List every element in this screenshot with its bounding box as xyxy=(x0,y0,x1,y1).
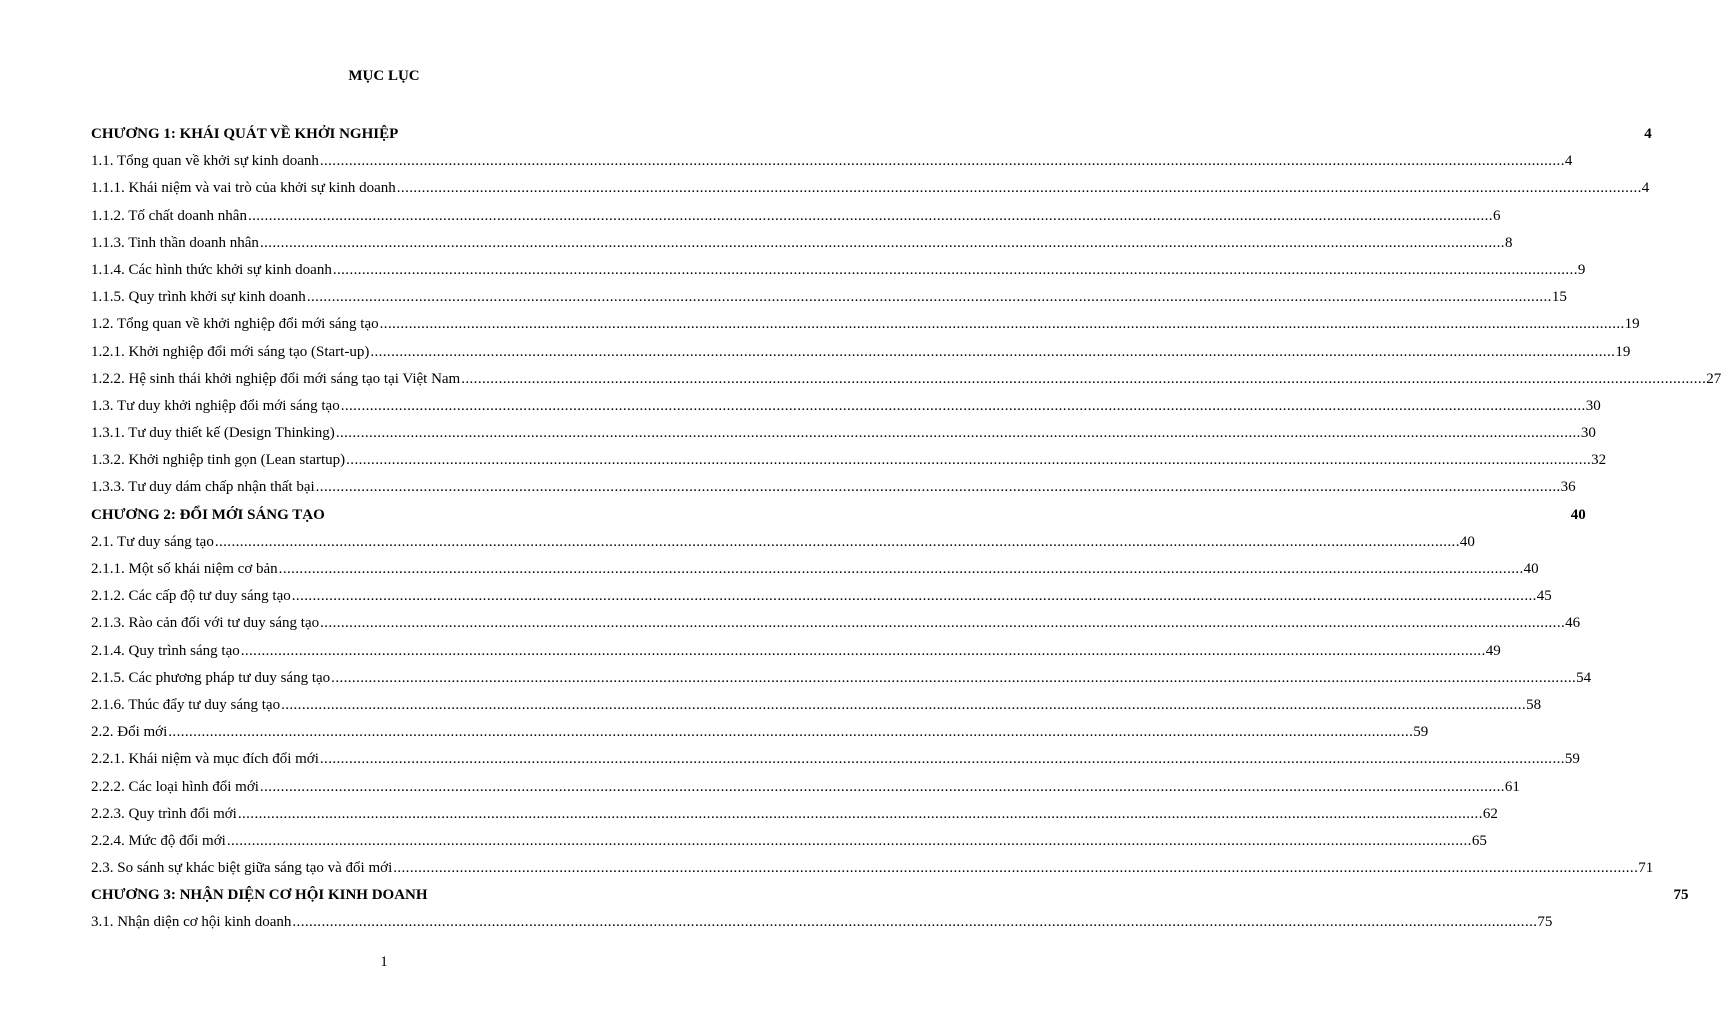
toc-row[interactable] xyxy=(91,828,1487,855)
toc-entry-page: 46 xyxy=(1565,615,1581,632)
toc-entry-label: 1.3.2. Khởi nghiệp tinh gọn (Lean startup) xyxy=(91,452,346,469)
toc-chapter-row[interactable] xyxy=(91,882,1689,909)
toc-entry-page: 4 xyxy=(1641,180,1650,197)
toc-entry-page: 6 xyxy=(1492,207,1501,224)
toc-entry-label: 2.1.5. Các phương pháp tư duy sáng tạo xyxy=(91,669,331,686)
toc-row[interactable] xyxy=(91,665,1592,692)
toc-row[interactable] xyxy=(91,746,1580,773)
dot-leader: ............................................................................................................................................................................................................................................................................................................ xyxy=(393,860,1639,877)
toc-chapter-row[interactable] xyxy=(91,121,1652,148)
toc-row[interactable] xyxy=(91,801,1498,828)
dot-leader: ............................................................................................................................................................................................................................................................................................................ xyxy=(319,153,1565,170)
dot-leader: ............................................................................................................................................................................................................................................................................................................ xyxy=(332,261,1578,278)
dot-leader: ............................................................................................................................................................................................................................................................................................................ xyxy=(281,696,1527,713)
toc-chapter-row[interactable] xyxy=(91,502,1586,529)
toc-entry-page: 40 xyxy=(1459,533,1475,550)
dot-leader: ............................................................................................................................................................................................................................................................................................................ xyxy=(320,615,1566,632)
toc-row[interactable] xyxy=(91,583,1552,610)
toc-entry-page: 19 xyxy=(1615,343,1631,360)
toc-entry-label: CHƯƠNG 2: ĐỔI MỚI SÁNG TẠO xyxy=(91,506,325,523)
toc-entry-label: CHƯƠNG 1: KHÁI QUÁT VỀ KHỞI NGHIỆP xyxy=(91,126,399,142)
toc-row[interactable] xyxy=(91,774,1520,801)
dot-leader: ............................................................................................................................................................................................................................................................................................................ xyxy=(379,316,1625,333)
toc-entry-label: 2.1.4. Quy trình sáng tạo xyxy=(91,642,240,659)
toc-row[interactable] xyxy=(91,529,1475,556)
toc-row[interactable] xyxy=(91,148,1573,175)
toc-entry-page: 4 xyxy=(1564,153,1573,170)
toc-entry-page: 59 xyxy=(1564,751,1580,768)
dot-leader: ............................................................................................................................................................................................................................................................................................................ xyxy=(240,642,1486,659)
toc-entry-label: 2.1.2. Các cấp độ tư duy sáng tạo xyxy=(91,588,291,605)
table-of-contents xyxy=(91,121,1721,937)
dot-leader: ............................................................................................................................................................................................................................................................................................................ xyxy=(461,370,1707,387)
dot-leader: ............................................................................................................................................................................................................................................................................................................ xyxy=(370,343,1616,360)
dot-leader: ............................................................................................................................................................................................................................................................................................................ xyxy=(259,234,1505,251)
dot-leader: ............................................................................................................................................................................................................................................................................................................ xyxy=(259,778,1505,795)
toc-entry-label: 2.2.1. Khái niệm và mục đích đổi mới xyxy=(91,751,319,768)
toc-row[interactable] xyxy=(91,311,1640,338)
dot-leader: ............................................................................................................................................................................................................................................................................................................ xyxy=(237,805,1483,822)
toc-entry-page: 15 xyxy=(1551,289,1567,306)
toc-entry-page: 62 xyxy=(1482,805,1498,822)
toc-entry-label: 1.1.3. Tinh thần doanh nhân xyxy=(91,234,259,251)
toc-entry-label: 1.3.1. Tư duy thiết kế (Design Thinking) xyxy=(91,425,335,442)
dot-leader: ............................................................................................................................................................................................................................................................................................................ xyxy=(214,533,1460,550)
dot-leader: ............................................................................................................................................................................................................................................................................................................ xyxy=(335,425,1581,442)
toc-entry-label: 1.3.3. Tư duy dám chấp nhận thất bại xyxy=(91,479,315,496)
toc-entry-page: 30 xyxy=(1585,397,1601,414)
dot-leader: ............................................................................................................................................................................................................................................................................................................ xyxy=(226,832,1472,849)
toc-entry-label: 2.2.3. Quy trình đổi mới xyxy=(91,805,237,822)
toc-row[interactable] xyxy=(91,474,1576,501)
toc-entry-label: 1.3. Tư duy khởi nghiệp đổi mới sáng tạo xyxy=(91,397,340,414)
toc-entry-page: 40 xyxy=(1570,506,1586,523)
toc-row[interactable] xyxy=(91,257,1586,284)
dot-leader: ............................................................................................................................................................................................................................................................................................................ xyxy=(291,588,1537,605)
toc-entry-page: 36 xyxy=(1560,479,1576,496)
dot-leader: ............................................................................................................................................................................................................................................................................................................ xyxy=(278,561,1524,577)
dot-leader: ............................................................................................................................................................................................................................................................................................................ xyxy=(247,207,1493,224)
toc-entry-page: 9 xyxy=(1577,261,1586,278)
toc-row[interactable] xyxy=(91,393,1601,420)
toc-row[interactable] xyxy=(91,692,1542,719)
toc-entry-page: 8 xyxy=(1504,234,1513,251)
toc-entry-label: 1.1.5. Quy trình khởi sự kinh doanh xyxy=(91,289,306,306)
toc-row[interactable] xyxy=(91,909,1553,936)
dot-leader: ............................................................................................................................................................................................................................................................................................................ xyxy=(315,479,1561,496)
dot-leader: ............................................................................................................................................................................................................................................................................................................ xyxy=(346,452,1592,469)
toc-entry-label: CHƯƠNG 3: NHẬN DIỆN CƠ HỘI KINH DOANH xyxy=(91,887,428,904)
toc-entry-page: 71 xyxy=(1638,860,1654,877)
dot-leader: ............................................................................................................................................................................................................................................................................................................ xyxy=(340,397,1586,414)
toc-entry-label: 2.2.4. Mức độ đổi mới xyxy=(91,832,226,849)
toc-entry-page: 58 xyxy=(1526,696,1542,713)
toc-entry-page: 30 xyxy=(1580,425,1596,442)
toc-entry-label: 2.1.6. Thúc đẩy tư duy sáng tạo xyxy=(91,696,281,713)
toc-row[interactable] xyxy=(91,556,1539,583)
toc-row[interactable] xyxy=(91,855,1654,882)
toc-entry-page: 65 xyxy=(1471,832,1487,849)
dot-leader: ............................................................................................................................................................................................................................................................................................................ xyxy=(292,914,1538,931)
dot-leader: ............................................................................................................................................................................................................................................................................................................ xyxy=(331,669,1577,686)
toc-entry-page: 75 xyxy=(1673,887,1689,904)
toc-row[interactable] xyxy=(91,420,1596,447)
dot-leader: ............................................................................................................................................................................................................................................................................................................ xyxy=(319,751,1565,768)
toc-entry-page: 32 xyxy=(1591,452,1607,469)
toc-row[interactable] xyxy=(91,203,1501,230)
toc-row[interactable] xyxy=(91,339,1631,366)
toc-entry-page: 61 xyxy=(1504,778,1520,795)
toc-entry-label: 1.1.2. Tố chất doanh nhân xyxy=(91,207,247,224)
toc-row[interactable] xyxy=(91,284,1567,311)
toc-row[interactable] xyxy=(91,638,1501,665)
page-title: MỤC LỤC xyxy=(348,68,420,84)
toc-entry-page: 4 xyxy=(1644,126,1652,142)
toc-entry-page: 40 xyxy=(1523,561,1539,577)
toc-entry-label: 2.3. So sánh sự khác biệt giữa sáng tạo và đổi mới xyxy=(91,860,393,877)
page-number: 1 xyxy=(380,954,388,970)
toc-entry-label: 2.1. Tư duy sáng tạo xyxy=(91,533,214,550)
toc-entry-page: 27 xyxy=(1706,370,1721,387)
toc-entry-label: 2.1.1. Một số khái niệm cơ bản xyxy=(91,561,278,577)
toc-row[interactable] xyxy=(91,230,1513,257)
toc-entry-label: 2.2. Đổi mới xyxy=(91,724,168,741)
toc-entry-label: 1.2. Tổng quan về khởi nghiệp đổi mới sáng tạo xyxy=(91,316,379,333)
toc-row[interactable] xyxy=(91,175,1650,202)
toc-row[interactable] xyxy=(91,366,1721,393)
toc-entry-page: 45 xyxy=(1536,588,1552,605)
toc-entry-label: 1.2.2. Hệ sinh thái khởi nghiệp đổi mới sáng tạo tại Việt Nam xyxy=(91,370,461,387)
toc-entry-label: 1.1. Tổng quan về khởi sự kinh doanh xyxy=(91,153,319,170)
toc-entry-label: 2.1.3. Rào cản đối với tư duy sáng tạo xyxy=(91,615,320,632)
toc-entry-label: 1.2.1. Khởi nghiệp đổi mới sáng tạo (Start-up) xyxy=(91,343,370,360)
toc-entry-label: 2.2.2. Các loại hình đổi mới xyxy=(91,778,259,795)
dot-leader: ............................................................................................................................................................................................................................................................................................................ xyxy=(396,180,1642,197)
toc-row[interactable] xyxy=(91,447,1607,474)
toc-entry-page: 75 xyxy=(1537,914,1553,931)
toc-entry-page: 59 xyxy=(1413,724,1429,741)
toc-entry-page: 19 xyxy=(1624,316,1640,333)
toc-entry-page: 54 xyxy=(1576,669,1592,686)
toc-entry-page: 49 xyxy=(1485,642,1501,659)
toc-row[interactable] xyxy=(91,719,1429,746)
toc-entry-label: 1.1.1. Khái niệm và vai trò của khởi sự kinh doanh xyxy=(91,180,396,197)
toc-row[interactable] xyxy=(91,610,1581,637)
dot-leader: ............................................................................................................................................................................................................................................................................................................ xyxy=(168,724,1414,741)
dot-leader: ............................................................................................................................................................................................................................................................................................................ xyxy=(306,289,1552,306)
toc-entry-label: 1.1.4. Các hình thức khởi sự kinh doanh xyxy=(91,261,332,278)
toc-entry-label: 3.1. Nhận diện cơ hội kinh doanh xyxy=(91,914,292,931)
